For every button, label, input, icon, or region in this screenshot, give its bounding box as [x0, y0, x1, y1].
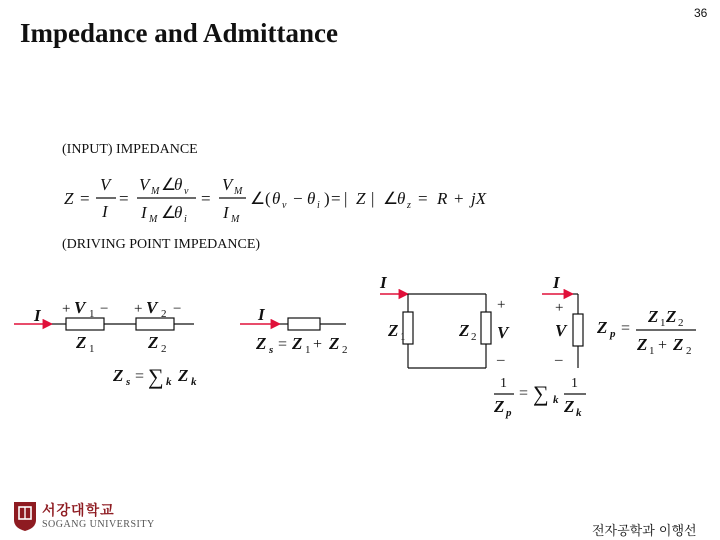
- pequiv-eq: =: [621, 320, 631, 337]
- parallel-equivalent: [542, 273, 696, 368]
- pequiv-den-Z2-sub: 2: [686, 345, 692, 357]
- series-V1-sub: 1: [89, 308, 95, 320]
- pequiv-plus: +: [555, 300, 564, 316]
- equiv-Z2-sub: 2: [342, 344, 348, 356]
- equiv-Z2: Z: [329, 334, 340, 353]
- eq-R: R: [437, 189, 448, 208]
- series-Z2: Z: [148, 333, 159, 352]
- parallel-Z2-sub: 2: [471, 331, 477, 343]
- parallel-sum-one-1: 1: [500, 376, 507, 391]
- section-input-impedance: (INPUT) IMPEDANCE: [62, 142, 198, 157]
- pequiv-num-Z1: Z: [648, 307, 659, 326]
- series-sum-Zs: Z: [113, 366, 124, 385]
- eq-plus: +: [454, 189, 464, 208]
- series-equivalent: [240, 305, 348, 356]
- logo-korean: 서강대학교: [42, 503, 115, 519]
- resistor-z1-series: [66, 318, 104, 330]
- eq-M-sub-3: M: [234, 186, 243, 197]
- parallel-Z2: Z: [459, 321, 470, 340]
- eq-v-sub-1: v: [184, 186, 189, 197]
- pequiv-num-Z2-sub: 2: [678, 317, 684, 329]
- eq-theta-i-2: θ: [307, 189, 316, 208]
- equiv-I-label: I: [258, 305, 265, 324]
- eq-theta-v-2: θ: [272, 189, 281, 208]
- parallel-sum-Zp: Z: [494, 397, 505, 416]
- eq-jX: jX: [471, 189, 487, 208]
- series-I-label: I: [34, 306, 41, 325]
- eq-IM-den: I: [141, 203, 147, 222]
- parallel-Z1-sub: 1: [400, 331, 406, 343]
- series-sum-Zk: Z: [178, 366, 189, 385]
- eq-v-sub-2: v: [282, 200, 287, 211]
- series-circuit: [14, 298, 197, 389]
- eq-bar-left: |: [344, 189, 348, 208]
- eq-equals-5: =: [418, 189, 428, 208]
- eq-theta-i: θ: [174, 203, 183, 222]
- eq-VM-num: V: [139, 175, 150, 194]
- eq-paren-close: ): [324, 189, 330, 208]
- page-number: 36: [694, 6, 708, 20]
- parallel-I-label: I: [380, 273, 387, 292]
- parallel-minus: –: [497, 352, 505, 368]
- eq-V: V: [100, 175, 111, 194]
- resistor-z2-parallel: [481, 312, 491, 344]
- series-V2: V: [146, 298, 158, 317]
- pequiv-I-label: I: [553, 273, 560, 292]
- parallel-sum-k: k: [553, 394, 559, 406]
- pequiv-num-Z1-sub: 1: [660, 317, 666, 329]
- parallel-sum-eq: =: [519, 385, 529, 402]
- logo-english: SOGANG UNIVERSITY: [42, 519, 155, 530]
- eq-equals-2: =: [119, 189, 129, 208]
- parallel-plus: +: [497, 297, 506, 313]
- eq-equals-1: =: [80, 189, 90, 208]
- equiv-Z1: Z: [292, 334, 303, 353]
- resistor-z2-series: [136, 318, 174, 330]
- parallel-sum-Zk-sub: k: [576, 407, 582, 419]
- eq-theta-z: θ: [397, 189, 406, 208]
- parallel-V: V: [497, 323, 509, 342]
- pequiv-Zp-sub: p: [610, 328, 616, 340]
- series-Z1-sub: 1: [89, 343, 95, 355]
- eq-i-sub-1: i: [184, 214, 187, 225]
- eq-equals-4: =: [331, 189, 341, 208]
- series-V1: V: [74, 298, 86, 317]
- eq-equals-3: =: [201, 189, 211, 208]
- parallel-sum-Zk: Z: [564, 397, 575, 416]
- series-sum-eq: =: [135, 368, 145, 385]
- eq-bar-right: |: [371, 189, 375, 208]
- eq-VM-num-2: V: [222, 175, 233, 194]
- pequiv-den-Z1: Z: [637, 335, 648, 354]
- eq-M-sub-1: M: [151, 186, 160, 197]
- eq-theta-v: θ: [174, 175, 183, 194]
- resistor-zs: [288, 318, 320, 330]
- eq-angle-4: ∠: [383, 189, 399, 208]
- equiv-plus: +: [313, 336, 323, 353]
- parallel-sum-one-2: 1: [571, 376, 578, 391]
- pequiv-Zp: Z: [597, 318, 608, 337]
- slide-title: Impedance and Admittance: [20, 18, 339, 48]
- eq-paren-open: (: [265, 189, 271, 208]
- university-seal-icon: [12, 500, 38, 532]
- series-plus-2: +: [134, 301, 143, 317]
- eq-i-sub-2: i: [317, 200, 320, 211]
- equiv-Zs-sub: s: [269, 344, 274, 356]
- series-minus-2: −: [173, 301, 182, 317]
- series-sum-sigma: ∑: [148, 364, 164, 389]
- parallel-circuit: [379, 273, 586, 419]
- pequiv-num-Z2: Z: [666, 307, 677, 326]
- parallel-sum-p: p: [506, 407, 512, 419]
- eq-Z: Z: [64, 189, 74, 208]
- pequiv-den-Z2: Z: [673, 335, 684, 354]
- series-minus-1: −: [100, 301, 109, 317]
- parallel-Z1: Z: [388, 321, 399, 340]
- equiv-eq: =: [278, 336, 288, 353]
- resistor-zp: [573, 314, 583, 346]
- pequiv-den-Z1-sub: 1: [649, 345, 655, 357]
- eq-I: I: [102, 202, 108, 221]
- series-sum-s: s: [126, 376, 131, 388]
- series-Z1: Z: [76, 333, 87, 352]
- section-driving-point-impedance: (DRIVING POINT IMPEDANCE): [62, 237, 261, 252]
- eq-angle-1: ∠: [161, 175, 177, 194]
- impedance-equation: [64, 175, 487, 225]
- series-plus-1: +: [62, 301, 71, 317]
- pequiv-minus: –: [555, 352, 563, 368]
- series-V2-sub: 2: [161, 308, 167, 320]
- equiv-Zs: Z: [256, 334, 267, 353]
- eq-angle-2: ∠: [161, 203, 177, 222]
- eq-angle-3: ∠: [250, 189, 266, 208]
- series-Z2-sub: 2: [161, 343, 167, 355]
- eq-z-sub: z: [407, 200, 411, 211]
- eq-M-sub-4: M: [231, 214, 240, 225]
- pequiv-V: V: [555, 321, 567, 340]
- pequiv-den-plus: +: [658, 337, 668, 354]
- equiv-Z1-sub: 1: [305, 344, 311, 356]
- eq-IM-den-2: I: [223, 203, 229, 222]
- series-sum-k: k: [166, 376, 172, 388]
- parallel-sum-sigma: ∑: [533, 381, 549, 406]
- eq-Z-mag: Z: [356, 189, 366, 208]
- eq-M-sub-2: M: [149, 214, 158, 225]
- eq-minus: −: [293, 189, 303, 208]
- footer-author: 전자공학과 이행선: [592, 524, 697, 539]
- series-sum-Zk-sub: k: [191, 376, 197, 388]
